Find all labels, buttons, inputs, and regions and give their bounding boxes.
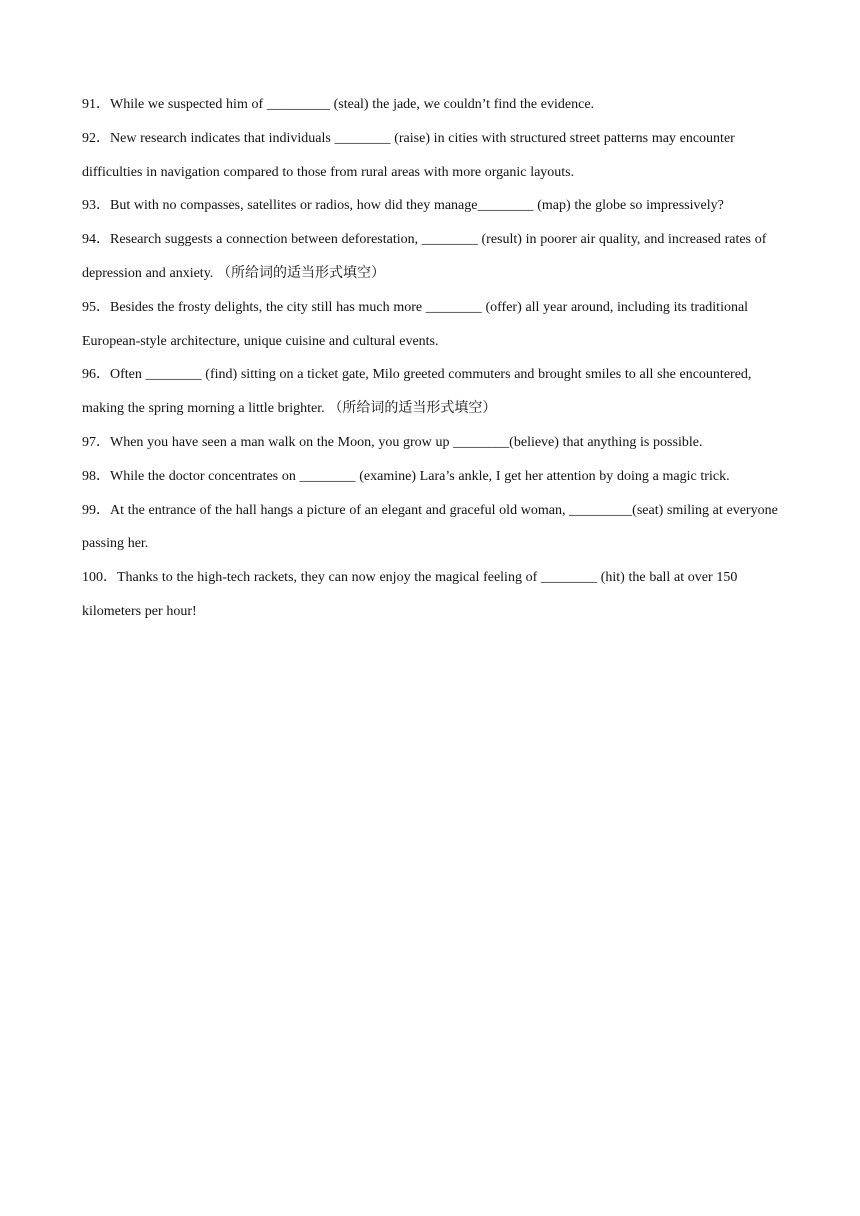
question-number: 100． [82,570,117,586]
question-text: While we suspected him of _________ (steal) the jade, we couldn’t find the evidence. [110,97,595,112]
question-number: 92． [82,130,110,146]
question-number: 93． [82,198,110,214]
question-number: 97． [82,434,110,450]
question-text: Thanks to the high-tech rackets, they can now enjoy the magical feeling of ________ (hit) the ball at over 150 kilometers per hour! [82,570,738,619]
question-text: When you have seen a man walk on the Moon, you grow up ________(believe) that anything is possible. [110,434,703,450]
question-item-96 [82,358,782,426]
question-text: At the entrance of the hall hangs a picture of an elegant and graceful old woman, _________(seat) smiling at everyone passing her. [82,502,778,552]
question-list [82,88,782,629]
question-text: Often ________ (find) sitting on a ticket gate, Milo greeted commuters and brought smiles to all she encountered, making the spring morning a little brighter. （所给词的适当形式填空） [82,367,752,417]
question-item-100 [82,561,782,629]
question-number: 94． [82,232,110,248]
question-item-95 [82,291,782,359]
question-item-98 [82,460,782,494]
question-number: 98． [82,468,110,484]
question-number: 91． [82,97,110,112]
question-item-92 [82,122,782,190]
question-text: Besides the frosty delights, the city still has much more ________ (offer) all year around, including its traditional European-style architecture, unique cuisine and cultural events. [82,299,749,349]
question-item-93 [82,189,782,223]
question-text: But with no compasses, satellites or radios, how did they manage________ (map) the globe so impressively? [110,198,724,214]
question-number: 95． [82,299,110,315]
question-text: While the doctor concentrates on ________ (examine) Lara’s ankle, I get her attention by doing a magic trick. [110,468,730,484]
question-number: 99． [82,502,110,518]
question-item-94 [82,223,782,291]
question-item-99 [82,494,782,562]
question-text: New research indicates that individuals ________ (raise) in cities with structured street patterns may encounter difficulties in navigation compared to those from rural areas with more organic layouts. [82,130,735,180]
question-item-91 [82,88,782,122]
question-number: 96． [82,367,110,383]
question-text: Research suggests a connection between deforestation, ________ (result) in poorer air quality, and increased rates of depression and anxiety. （所给词的适当形式填空） [82,232,767,281]
question-item-97 [82,426,782,460]
